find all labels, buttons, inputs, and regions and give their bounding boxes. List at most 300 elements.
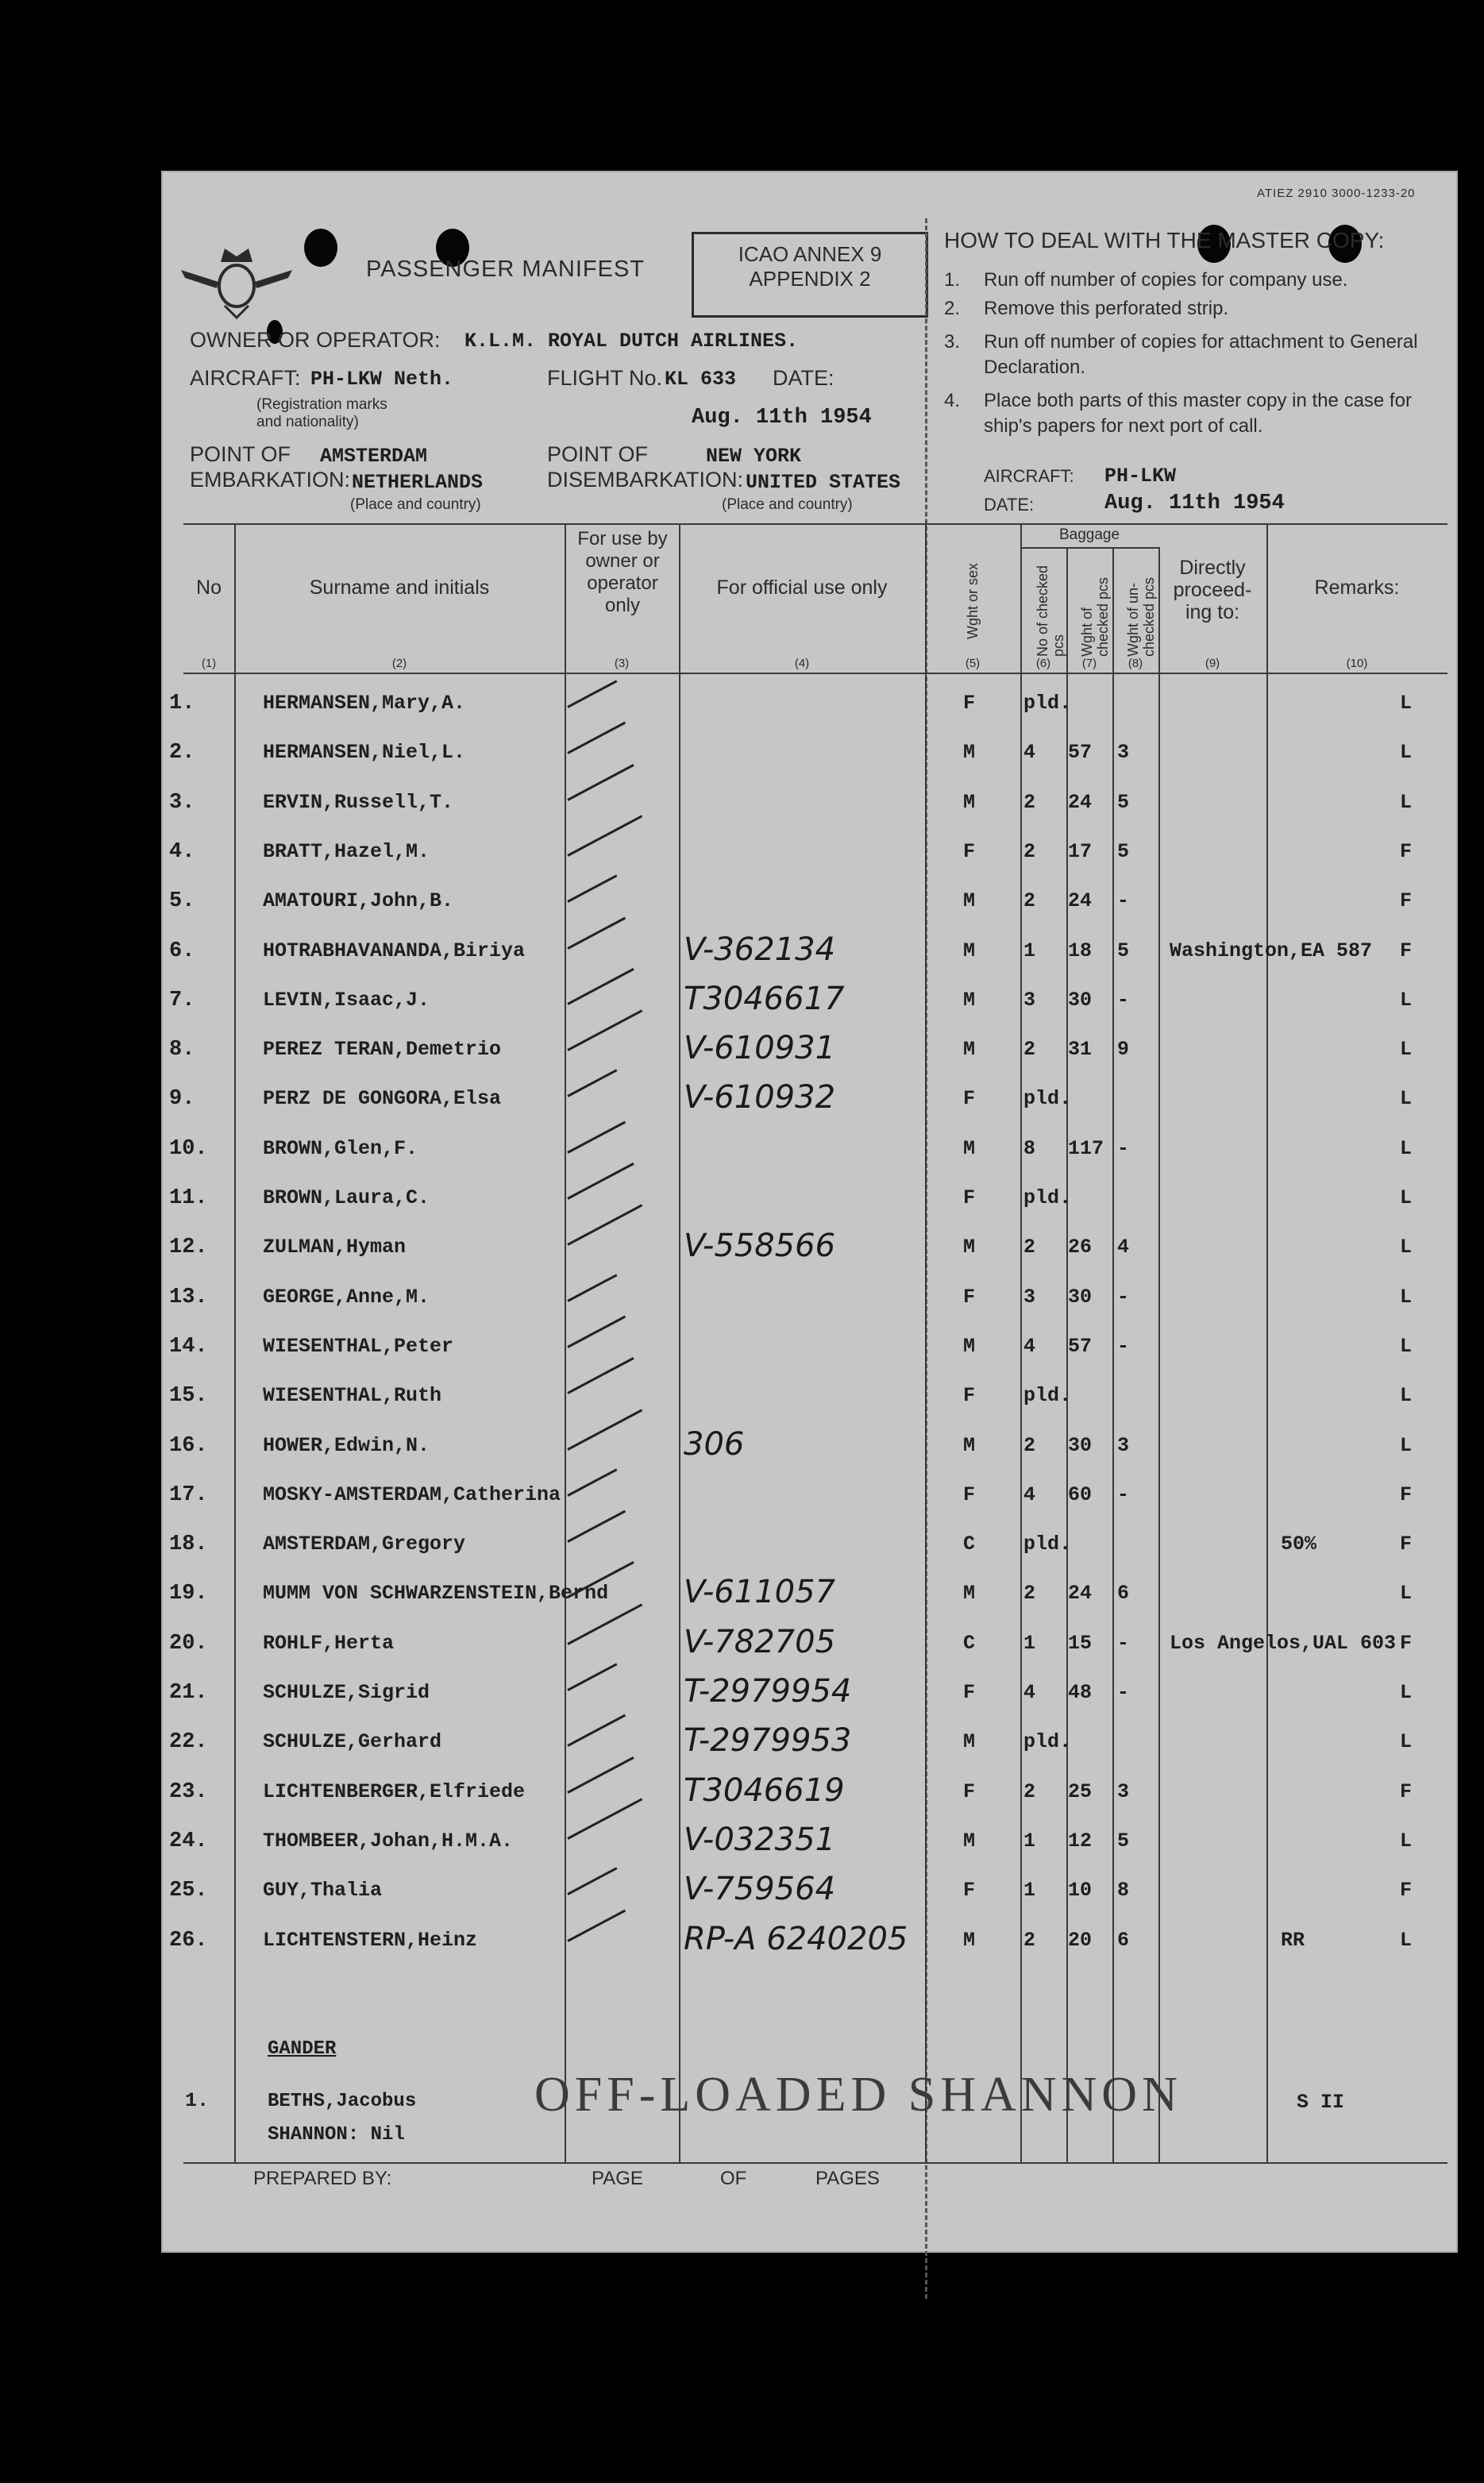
row-pcs: pld. (1023, 1384, 1072, 1407)
of-label: OF (720, 2168, 747, 2189)
row-sex: F (963, 692, 976, 715)
row-official: V-782705 (684, 1624, 836, 1660)
owner-value: K.L.M. ROYAL DUTCH AIRLINES. (464, 330, 799, 353)
table-row (161, 741, 1458, 773)
row-pcs: 1 (1023, 1829, 1036, 1853)
owner-label: OWNER OR OPERATOR: (190, 328, 441, 352)
row-name: MUMM VON SCHWARZENSTEIN,Bernd (263, 1582, 609, 1605)
col-number: (9) (1205, 657, 1220, 670)
row-code: L (1400, 1929, 1413, 1952)
row-name: PERZ DE GONGORA,Elsa (263, 1087, 502, 1110)
row-code: L (1400, 1087, 1413, 1110)
row-remark: 50% (1281, 1533, 1317, 1556)
col-surname: Surname and initials (309, 576, 490, 599)
date-label: DATE: (773, 366, 835, 390)
row-wght: 48 (1068, 1681, 1093, 1704)
row-name: THOMBEER,Johan,H.M.A. (263, 1829, 514, 1853)
col-number: (6) (1035, 657, 1051, 670)
row-wght: 24 (1068, 791, 1093, 814)
row-name: BRATT,Hazel,M. (263, 840, 430, 863)
row-name: ERVIN,Russell,T. (263, 791, 454, 814)
row-pcs: 4 (1023, 741, 1036, 764)
table-row (161, 1137, 1458, 1169)
row-code: L (1400, 1730, 1413, 1753)
instructions-list (944, 268, 1420, 439)
row-unch: 5 (1117, 791, 1130, 814)
row-wght: 10 (1068, 1879, 1093, 1902)
row-sex: F (963, 1483, 976, 1506)
row-pcs: 2 (1023, 1038, 1036, 1061)
row-sex: C (963, 1632, 976, 1655)
row-unch: 5 (1117, 1829, 1130, 1853)
row-sex: M (963, 791, 976, 814)
row-no: 3. (169, 791, 195, 815)
row-no: 7. (169, 989, 195, 1012)
disembark-note: (Place and country) (722, 496, 853, 513)
row-official: T3046617 (684, 981, 845, 1017)
row-pcs: 1 (1023, 1632, 1036, 1655)
col-number: (1) (201, 657, 217, 670)
row-sex: F (963, 1681, 976, 1704)
col-sex: Wght or sex (965, 562, 981, 639)
table-row (161, 1574, 1458, 1614)
row-sex: M (963, 1137, 976, 1160)
table-row (161, 1533, 1458, 1564)
row-unch: - (1117, 1335, 1130, 1358)
row-sex: F (963, 1780, 976, 1803)
row-no: 15. (169, 1384, 208, 1408)
check-mark (567, 968, 634, 1005)
row-sex: M (963, 1582, 976, 1605)
table-row (161, 1228, 1458, 1267)
embark-label: POINT OF (190, 442, 291, 466)
row-sex: F (963, 1384, 976, 1407)
disembark-label: DISEMBARKATION: (547, 468, 744, 492)
row-name: WIESENTHAL,Peter (263, 1335, 454, 1358)
row-name: BROWN,Glen,F. (263, 1137, 418, 1160)
row-official: T3046619 (684, 1772, 845, 1809)
row-name: HERMANSEN,Niel,L. (263, 741, 466, 764)
col-checked-pcs: No of checked pcs (1035, 565, 1066, 657)
row-no: 22. (169, 1730, 208, 1754)
row-no: 20. (169, 1632, 208, 1656)
baggage-rule (1020, 547, 1158, 549)
row-wght: 60 (1068, 1483, 1093, 1506)
row-name: PEREZ TERAN,Demetrio (263, 1038, 502, 1061)
row-no: 26. (169, 1929, 208, 1953)
row-unch: 5 (1117, 939, 1130, 962)
manifest-title: PASSENGER MANIFEST (366, 256, 646, 282)
aircraft-label: AIRCRAFT: (190, 366, 301, 390)
row-code: L (1400, 1829, 1413, 1853)
row-code: F (1400, 840, 1413, 863)
col-baggage: Baggage (1058, 526, 1120, 543)
instruction-text: Remove this perforated strip. (984, 298, 1229, 319)
row-code: L (1400, 791, 1413, 814)
row-wght: 25 (1068, 1780, 1093, 1803)
prepared-by: PREPARED BY: (253, 2168, 392, 2189)
row-name: HOTRABHAVANANDA,Biriya (263, 939, 526, 962)
row-code: L (1400, 1582, 1413, 1605)
klm-logo (177, 234, 296, 322)
row-code: L (1400, 989, 1413, 1012)
row-unch: - (1117, 1681, 1130, 1704)
col-owner-use: For use by owner or operator only (577, 528, 668, 616)
row-pcs: 2 (1023, 1236, 1036, 1259)
table-row (161, 1079, 1458, 1119)
icao-annex: ICAO ANNEX 9 (738, 242, 882, 266)
col-remarks: Remarks: (1314, 576, 1400, 599)
row-wght: 117 (1068, 1137, 1104, 1160)
row-official: V-032351 (684, 1822, 836, 1858)
row-unch: - (1117, 1483, 1130, 1506)
row-no: 23. (169, 1780, 208, 1804)
row-no: 16. (169, 1434, 208, 1458)
table-row (161, 791, 1458, 823)
check-mark (567, 1121, 626, 1154)
row-official: V-610932 (684, 1079, 836, 1116)
instr-aircraft-value: PH-LKW (1104, 465, 1177, 488)
row-code: F (1400, 1780, 1413, 1803)
row-code: F (1400, 889, 1413, 912)
row-sex: M (963, 1335, 976, 1358)
row-pcs: 3 (1023, 989, 1036, 1012)
gander-remark: S II (1297, 2091, 1345, 2114)
row-remark: RR (1281, 1929, 1305, 1952)
check-mark (567, 1910, 626, 1942)
embark-note: (Place and country) (350, 496, 481, 513)
flight-value: KL 633 (665, 368, 737, 391)
row-code: L (1400, 1335, 1413, 1358)
row-code: F (1400, 1879, 1413, 1902)
row-wght: 57 (1068, 1335, 1093, 1358)
row-code: L (1400, 1384, 1413, 1407)
instr-date-label: DATE: (984, 495, 1035, 515)
table-row (161, 1426, 1458, 1466)
page-label: PAGE (592, 2168, 643, 2189)
row-sex: M (963, 1929, 976, 1952)
row-code: L (1400, 1186, 1413, 1209)
row-no: 25. (169, 1879, 208, 1903)
row-sex: F (963, 840, 976, 863)
row-unch: 3 (1117, 1780, 1130, 1803)
row-name: SCHULZE,Gerhard (263, 1730, 442, 1753)
row-official: RP-A 6240205 (684, 1921, 908, 1957)
row-no: 1. (169, 692, 195, 715)
row-sex: M (963, 989, 976, 1012)
header-bottom-rule (183, 673, 1447, 674)
row-code: L (1400, 1038, 1413, 1061)
row-sex: M (963, 939, 976, 962)
offloaded-stamp: OFF-LOADED SHANNON (534, 2068, 1182, 2122)
row-sex: M (963, 741, 976, 764)
row-dest: Washington,EA 587 (1170, 939, 1373, 962)
row-no: 19. (169, 1582, 208, 1606)
table-row (161, 1921, 1458, 1961)
row-pcs: pld. (1023, 1186, 1072, 1209)
row-no: 4. (169, 840, 195, 864)
row-wght: 26 (1068, 1236, 1093, 1259)
row-name: MOSKY-AMSTERDAM,Catherina (263, 1483, 561, 1506)
aircraft-value: PH-LKW Neth. (310, 368, 454, 391)
instruction-num: 3. (944, 331, 961, 353)
col-number: (2) (391, 657, 407, 670)
row-pcs: pld. (1023, 1087, 1072, 1110)
row-sex: M (963, 1730, 976, 1753)
check-mark (567, 1867, 617, 1895)
flight-label: FLIGHT No. (547, 366, 663, 390)
instruction-num: 1. (944, 269, 961, 291)
check-mark (567, 917, 626, 950)
pages-label: PAGES (815, 2168, 880, 2189)
row-dest: Los Angelos,UAL 603 (1170, 1632, 1397, 1655)
row-name: HERMANSEN,Mary,A. (263, 692, 466, 715)
row-sex: F (963, 1879, 976, 1902)
row-code: L (1400, 692, 1413, 715)
row-code: L (1400, 1137, 1413, 1160)
row-official: V-610931 (684, 1030, 836, 1066)
check-mark (567, 1714, 626, 1747)
row-pcs: pld. (1023, 1730, 1072, 1753)
instruction-text: Run off number of copies for company use. (984, 269, 1348, 291)
table-row (161, 1335, 1458, 1367)
check-mark (567, 680, 617, 708)
row-wght: 12 (1068, 1829, 1093, 1853)
row-wght: 18 (1068, 939, 1093, 962)
row-pcs: 2 (1023, 791, 1036, 814)
row-code: L (1400, 1681, 1413, 1704)
col-number: (8) (1127, 657, 1143, 670)
row-no: 6. (169, 939, 195, 963)
row-official: V-611057 (684, 1574, 836, 1610)
row-code: L (1400, 1286, 1413, 1309)
row-name: ZULMAN,Hyman (263, 1236, 407, 1259)
col-sex-wrap (965, 562, 1041, 656)
row-pcs: 1 (1023, 939, 1036, 962)
col-number: (5) (965, 657, 981, 670)
row-pcs: 4 (1023, 1335, 1036, 1358)
row-wght: 30 (1068, 1434, 1093, 1457)
form-code: ATIEZ 2910 3000-1233-20 (1257, 187, 1416, 200)
check-mark (567, 1069, 617, 1097)
row-wght: 30 (1068, 989, 1093, 1012)
embark-label: EMBARKATION: (190, 468, 351, 492)
row-code: F (1400, 1483, 1413, 1506)
instruction-text: Place both parts of this master copy in the case for ship's papers for next port of call. (984, 390, 1412, 437)
row-unch: 8 (1117, 1879, 1130, 1902)
aircraft-note: (Registration marks (256, 396, 387, 413)
col-unchecked-wght: Wght of un-checked pcs (1125, 576, 1157, 657)
row-wght: 20 (1068, 1929, 1093, 1952)
row-code: F (1400, 939, 1413, 962)
row-code: F (1400, 1533, 1413, 1556)
row-sex: M (963, 1038, 976, 1061)
row-name: WIESENTHAL,Ruth (263, 1384, 442, 1407)
row-pcs: 2 (1023, 1434, 1036, 1457)
row-unch: - (1117, 889, 1130, 912)
check-mark (567, 1756, 634, 1794)
row-pcs: pld. (1023, 1533, 1072, 1556)
instruction-num: 4. (944, 390, 961, 411)
table-row (161, 1286, 1458, 1317)
manifest-page (161, 171, 1458, 2253)
disembark-city: NEW YORK (706, 445, 802, 468)
row-name: LEVIN,Isaac,J. (263, 989, 430, 1012)
table-row (161, 1483, 1458, 1515)
row-wght: 24 (1068, 889, 1093, 912)
row-pcs: 4 (1023, 1681, 1036, 1704)
row-no: 8. (169, 1038, 195, 1062)
col-number: (10) (1346, 657, 1368, 670)
row-name: LICHTENBERGER,Elfriede (263, 1780, 526, 1803)
row-official: V-362134 (684, 931, 836, 968)
row-unch: 4 (1117, 1236, 1130, 1259)
row-pcs: 3 (1023, 1286, 1036, 1309)
icao-box (692, 232, 928, 318)
table-row (161, 1772, 1458, 1812)
row-unch: 3 (1117, 1434, 1130, 1457)
row-no: 13. (169, 1286, 208, 1309)
row-sex: M (963, 889, 976, 912)
row-sex: F (963, 1186, 976, 1209)
table-top-rule (183, 523, 1447, 525)
gander-heading: GANDER (268, 2038, 337, 2060)
row-unch: - (1117, 1137, 1130, 1160)
table-row (161, 1822, 1458, 1861)
table-row (161, 1871, 1458, 1910)
row-pcs: 8 (1023, 1137, 1036, 1160)
row-name: HOWER,Edwin,N. (263, 1434, 430, 1457)
row-official: 306 (684, 1426, 745, 1463)
row-pcs: 1 (1023, 1879, 1036, 1902)
shannon-line: SHANNON: Nil (268, 2124, 405, 2146)
row-sex: F (963, 1286, 976, 1309)
row-no: 14. (169, 1335, 208, 1359)
row-wght: 30 (1068, 1286, 1093, 1309)
gander-no: 1. (185, 2089, 210, 2112)
row-pcs: 2 (1023, 1780, 1036, 1803)
instruction-text: Run off number of copies for attachment to General Declaration. (984, 331, 1418, 378)
row-unch: 3 (1117, 741, 1130, 764)
table-row (161, 840, 1458, 872)
disembark-label: POINT OF (547, 442, 649, 466)
row-name: AMSTERDAM,Gregory (263, 1533, 466, 1556)
row-name: SCHULZE,Sigrid (263, 1681, 430, 1704)
instructions-title: HOW TO DEAL WITH THE MASTER COPY: (944, 228, 1385, 253)
row-name: GUY,Thalia (263, 1879, 383, 1902)
row-no: 21. (169, 1681, 208, 1705)
check-mark (567, 1468, 617, 1497)
col-directly: Directly proceed-ing to: (1173, 557, 1252, 623)
row-no: 10. (169, 1137, 208, 1161)
row-name: BROWN,Laura,C. (263, 1186, 430, 1209)
row-unch: 6 (1117, 1929, 1130, 1952)
table-row (161, 889, 1458, 921)
check-mark (567, 1663, 617, 1691)
instruction-num: 2. (944, 298, 961, 319)
row-wght: 31 (1068, 1038, 1093, 1061)
row-no: 24. (169, 1829, 208, 1853)
row-no: 17. (169, 1483, 208, 1507)
row-sex: M (963, 1829, 976, 1853)
row-unch: - (1117, 1286, 1130, 1309)
instr-aircraft-label: AIRCRAFT: (984, 466, 1074, 486)
row-unch: - (1117, 1632, 1130, 1655)
table-row (161, 1186, 1458, 1218)
row-pcs: 2 (1023, 1582, 1036, 1605)
row-sex: M (963, 1434, 976, 1457)
row-pcs: pld. (1023, 692, 1072, 715)
row-no: 18. (169, 1533, 208, 1556)
embark-city: AMSTERDAM (320, 445, 428, 468)
row-sex: C (963, 1533, 976, 1556)
row-unch: 9 (1117, 1038, 1130, 1061)
row-pcs: 2 (1023, 840, 1036, 863)
col-no: No (196, 576, 222, 599)
table-row (161, 1384, 1458, 1416)
table-row (161, 1673, 1458, 1713)
check-mark (567, 874, 617, 903)
table-row (161, 692, 1458, 723)
row-code: L (1400, 1236, 1413, 1259)
check-mark (567, 1316, 626, 1348)
row-unch: 5 (1117, 840, 1130, 863)
table-row (161, 1722, 1458, 1762)
row-name: ROHLF,Herta (263, 1632, 395, 1655)
row-wght: 15 (1068, 1632, 1093, 1655)
table-row (161, 981, 1458, 1020)
row-no: 2. (169, 741, 195, 765)
row-no: 11. (169, 1186, 208, 1210)
check-mark (567, 722, 626, 754)
row-pcs: 2 (1023, 1929, 1036, 1952)
check-mark (567, 1274, 617, 1302)
row-name: LICHTENSTERN,Heinz (263, 1929, 478, 1952)
aircraft-note: and nationality) (256, 414, 359, 430)
col-checked-wght: Wght of checked pcs (1079, 576, 1111, 657)
row-sex: F (963, 1087, 976, 1110)
table-row (161, 931, 1458, 971)
icao-appendix: APPENDIX 2 (749, 267, 871, 291)
row-no: 9. (169, 1087, 195, 1111)
col-official: For official use only (716, 576, 888, 599)
instr-date-value: Aug. 11th 1954 (1104, 492, 1285, 515)
row-wght: 24 (1068, 1582, 1093, 1605)
row-wght: 57 (1068, 741, 1093, 764)
row-no: 12. (169, 1236, 208, 1259)
row-official: V-558566 (684, 1228, 836, 1264)
row-unch: - (1117, 989, 1130, 1012)
col-number: (7) (1081, 657, 1097, 670)
table-bottom-rule (183, 2162, 1447, 2164)
row-code: L (1400, 741, 1413, 764)
row-official: T-2979954 (684, 1673, 852, 1710)
table-row (161, 1030, 1458, 1070)
row-name: GEORGE,Anne,M. (263, 1286, 430, 1309)
row-sex: M (963, 1236, 976, 1259)
row-pcs: 2 (1023, 889, 1036, 912)
table-row (161, 1624, 1458, 1664)
embark-country: NETHERLANDS (352, 471, 484, 494)
row-code: F (1400, 1632, 1413, 1655)
col-number: (4) (794, 657, 810, 670)
row-name: AMATOURI,John,B. (263, 889, 454, 912)
date-value: Aug. 11th 1954 (692, 406, 872, 430)
gander-name: BETHS,Jacobus (268, 2091, 417, 2112)
row-no: 5. (169, 889, 195, 913)
row-wght: 17 (1068, 840, 1093, 863)
row-code: L (1400, 1434, 1413, 1457)
